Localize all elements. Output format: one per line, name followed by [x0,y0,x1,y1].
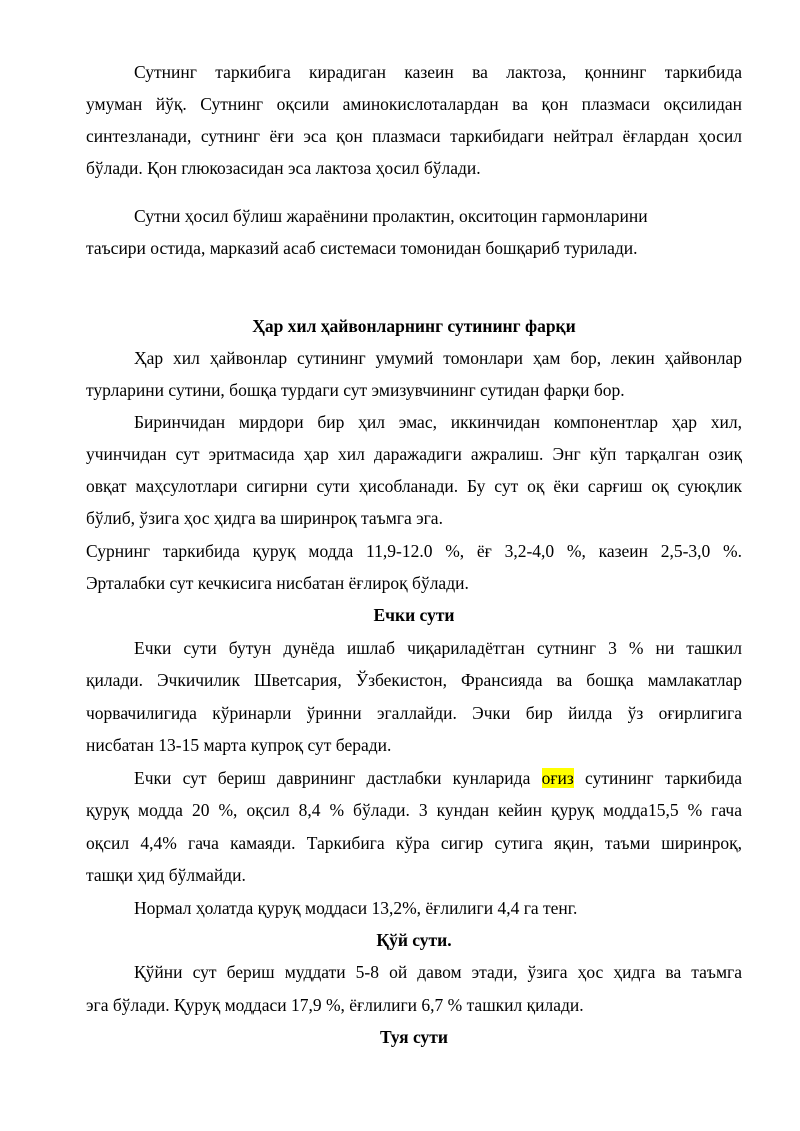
paragraph-line: Сурнинг таркибида қуруқ модда 11,9-12.0 %, ёғ 3,2-4,0 %, казеин 2,5-3,0 %. [86,541,742,561]
paragraph-line: бўлади. Қон глюкозасидан эса лактоза ҳосил бўлади. [86,158,481,178]
paragraph-line: турларини сутини, бошқа турдаги сут эмизувчининг сутидан фарқи бор. [86,380,625,400]
paragraph-line: синтезланади, сутнинг ёғи эса қон плазмаси таркибидаги нейтрал ёғлардан ҳосил [86,126,742,146]
paragraph-line: бўлиб, ўзига ҳос ҳидга ва ширинроқ таъмга эга. [86,508,443,528]
paragraph-line: таъсири остида, марказий асаб системаси томонидан бошқариб турилади. [86,238,638,258]
paragraph-line: нисбатан 13-15 марта купроқ сут беради. [86,735,392,755]
paragraph-line: Сутнинг таркибига кирадиган казеин ва лактоза, қоннинг таркибида [134,62,742,82]
highlighted-word: оғиз [541,768,574,788]
paragraph-line [134,762,742,794]
section-heading: Туя сути [380,1027,448,1047]
paragraph-line: ташқи ҳид бўлмайди. [86,865,246,885]
paragraph-line: Ечки сути бутун дунёда ишлаб чиқариладётган сутнинг 3 % ни ташкил [134,638,742,658]
section-heading: Ҳар хил ҳайвонларнинг сутининг фарқи [252,316,576,336]
paragraph-line: чорвачилигида кўринарли ўринни эгаллайди. Эчки бир йилда ўз оғирлигига [86,703,742,723]
paragraph-line: Ҳар хил ҳайвонлар сутининг умумий томонлари ҳам бор, лекин ҳайвонлар [134,348,742,368]
paragraph-line: Қўйни сут бериш муддати 5-8 ой давом этади, ўзига ҳос ҳидга ва таъмга [134,962,742,982]
section-heading: Қўй сути. [376,930,452,950]
paragraph-line: Нормал ҳолатда қуруқ моддаси 13,2%, ёғлилиги 4,4 га тенг. [134,898,578,918]
paragraph-line: умуман йўқ. Сутнинг оқсили аминокислоталардан ва қон плазмаси оқсилидан [86,94,742,114]
paragraph-line: қуруқ модда 20 %, оқсил 8,4 % бўлади. 3 кундан кейин қуруқ модда15,5 % гача [86,800,742,820]
section-heading: Ечки сути [373,605,455,625]
text-run: сутининг таркибида [585,768,742,788]
paragraph-line: Сутни ҳосил бўлиш жараёнини пролактин, окситоцин гармонларини [134,206,648,226]
paragraph-line: Биринчидан мирдори бир ҳил эмас, иккинчидан компонентлар ҳар хил, [134,412,742,432]
paragraph-line: овқат маҳсулотлари сигирни сути ҳисобланади. Бу сут оқ ёки сарғиш оқ суюқлик [86,476,742,496]
paragraph-line: қилади. Эчкичилик Шветсария, Ўзбекистон, Франсияда ва бошқа мамлакатлар [86,670,742,690]
paragraph-line: Эрталабки сут кечкисига нисбатан ёғлироқ бўлади. [86,573,469,593]
paragraph-line: оқсил 4,4% гача камаяди. Таркибига кўра сигир сутига яқин, таъми ширинроқ, [86,833,742,853]
text-run: Ечки сут бериш даврининг дастлабки кунларида [134,768,531,788]
paragraph-line: учинчидан сут эритмасида ҳар хил даражадиги ажралиш. Энг кўп тарқалган озиқ [86,444,742,464]
paragraph-line: эга бўлади. Қуруқ моддаси 17,9 %, ёғлилиги 6,7 % ташкил қилади. [86,995,584,1015]
